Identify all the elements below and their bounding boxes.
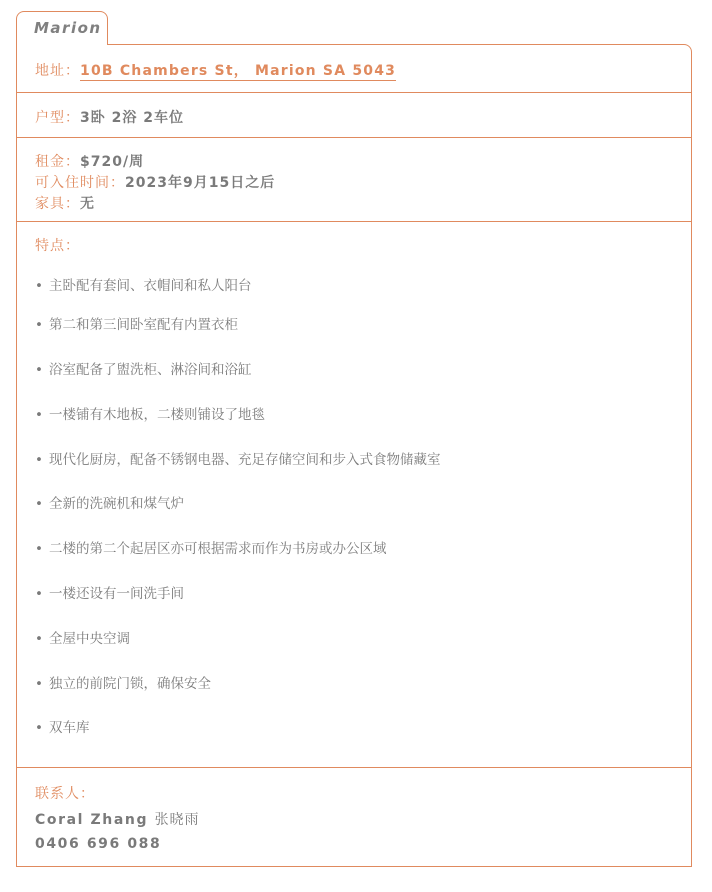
divider	[17, 221, 691, 222]
tab-label: Marion	[34, 19, 102, 37]
furniture-row	[35, 193, 95, 213]
list-item	[35, 403, 265, 423]
layout-row	[35, 107, 184, 127]
available-value: 2023年9月15日之后	[125, 175, 276, 191]
divider	[17, 137, 691, 138]
features-row	[35, 235, 80, 255]
bullet: •	[35, 317, 43, 333]
furniture-value: 无	[80, 196, 95, 212]
list-item-text: 浴室配备了盥洗柜、淋浴间和浴缸	[48, 362, 252, 378]
bullet: •	[35, 720, 43, 736]
contact-name-cn: 张晓雨	[154, 812, 200, 828]
list-item-text: 主卧配有套间、衣帽间和私人阳台	[48, 278, 252, 294]
address-row	[35, 60, 396, 80]
list-item-text: 一楼还设有一间洗手间	[48, 586, 184, 602]
list-item	[35, 274, 251, 294]
furniture-label: 家具：	[35, 196, 80, 212]
divider	[17, 92, 691, 93]
available-label: 可入住时间：	[35, 175, 125, 191]
list-item	[35, 492, 184, 512]
list-item-text: 全新的洗碗机和煤气炉	[48, 496, 184, 512]
contact-label: 联系人：	[35, 786, 95, 802]
list-item-text: 独立的前院门锁，确保安全	[48, 676, 211, 692]
layout-label: 户型：	[35, 110, 80, 126]
bullet: •	[35, 631, 43, 647]
list-item-text: 一楼铺有木地板，二楼则铺设了地毯	[48, 407, 265, 423]
list-item-text: 全屋中央空调	[48, 631, 130, 647]
list-item	[35, 672, 211, 692]
layout-value: 3卧 2浴 2车位	[80, 110, 184, 126]
address-label: 地址：	[35, 63, 80, 79]
contact-name	[35, 809, 200, 829]
bullet: •	[35, 586, 43, 602]
list-item	[35, 627, 130, 647]
list-item-text: 现代化厨房，配备不锈钢电器、充足存储空间和步入式食物储藏室	[48, 452, 441, 468]
address-link[interactable]: 10B Chambers St， Marion SA 5043	[80, 63, 397, 79]
bullet: •	[35, 676, 43, 692]
contact-row	[35, 783, 95, 803]
list-item	[35, 716, 89, 736]
available-row	[35, 172, 275, 192]
list-item	[35, 537, 386, 557]
bullet: •	[35, 496, 43, 512]
rent-label: 租金：	[35, 154, 80, 170]
features-label: 特点：	[35, 238, 80, 254]
contact-phone[interactable]: 0406 696 088	[35, 836, 162, 852]
location-tab[interactable]	[16, 11, 108, 45]
list-item-text: 二楼的第二个起居区亦可根据需求而作为书房或办公区域	[48, 541, 387, 557]
bullet: •	[35, 407, 43, 423]
list-item-text: 第二和第三间卧室配有内置衣柜	[48, 317, 238, 333]
rent-value: $720/周	[80, 154, 145, 170]
bullet: •	[35, 541, 43, 557]
list-item	[35, 448, 440, 468]
bullet: •	[35, 362, 43, 378]
list-item	[35, 582, 184, 602]
listing-card	[16, 44, 692, 867]
bullet: •	[35, 452, 43, 468]
contact-name-en: Coral Zhang	[35, 812, 149, 828]
list-item	[35, 313, 238, 333]
bullet: •	[35, 278, 43, 294]
rent-row	[35, 151, 144, 171]
list-item-text: 双车库	[48, 720, 90, 736]
list-item	[35, 358, 251, 378]
divider	[17, 767, 691, 768]
